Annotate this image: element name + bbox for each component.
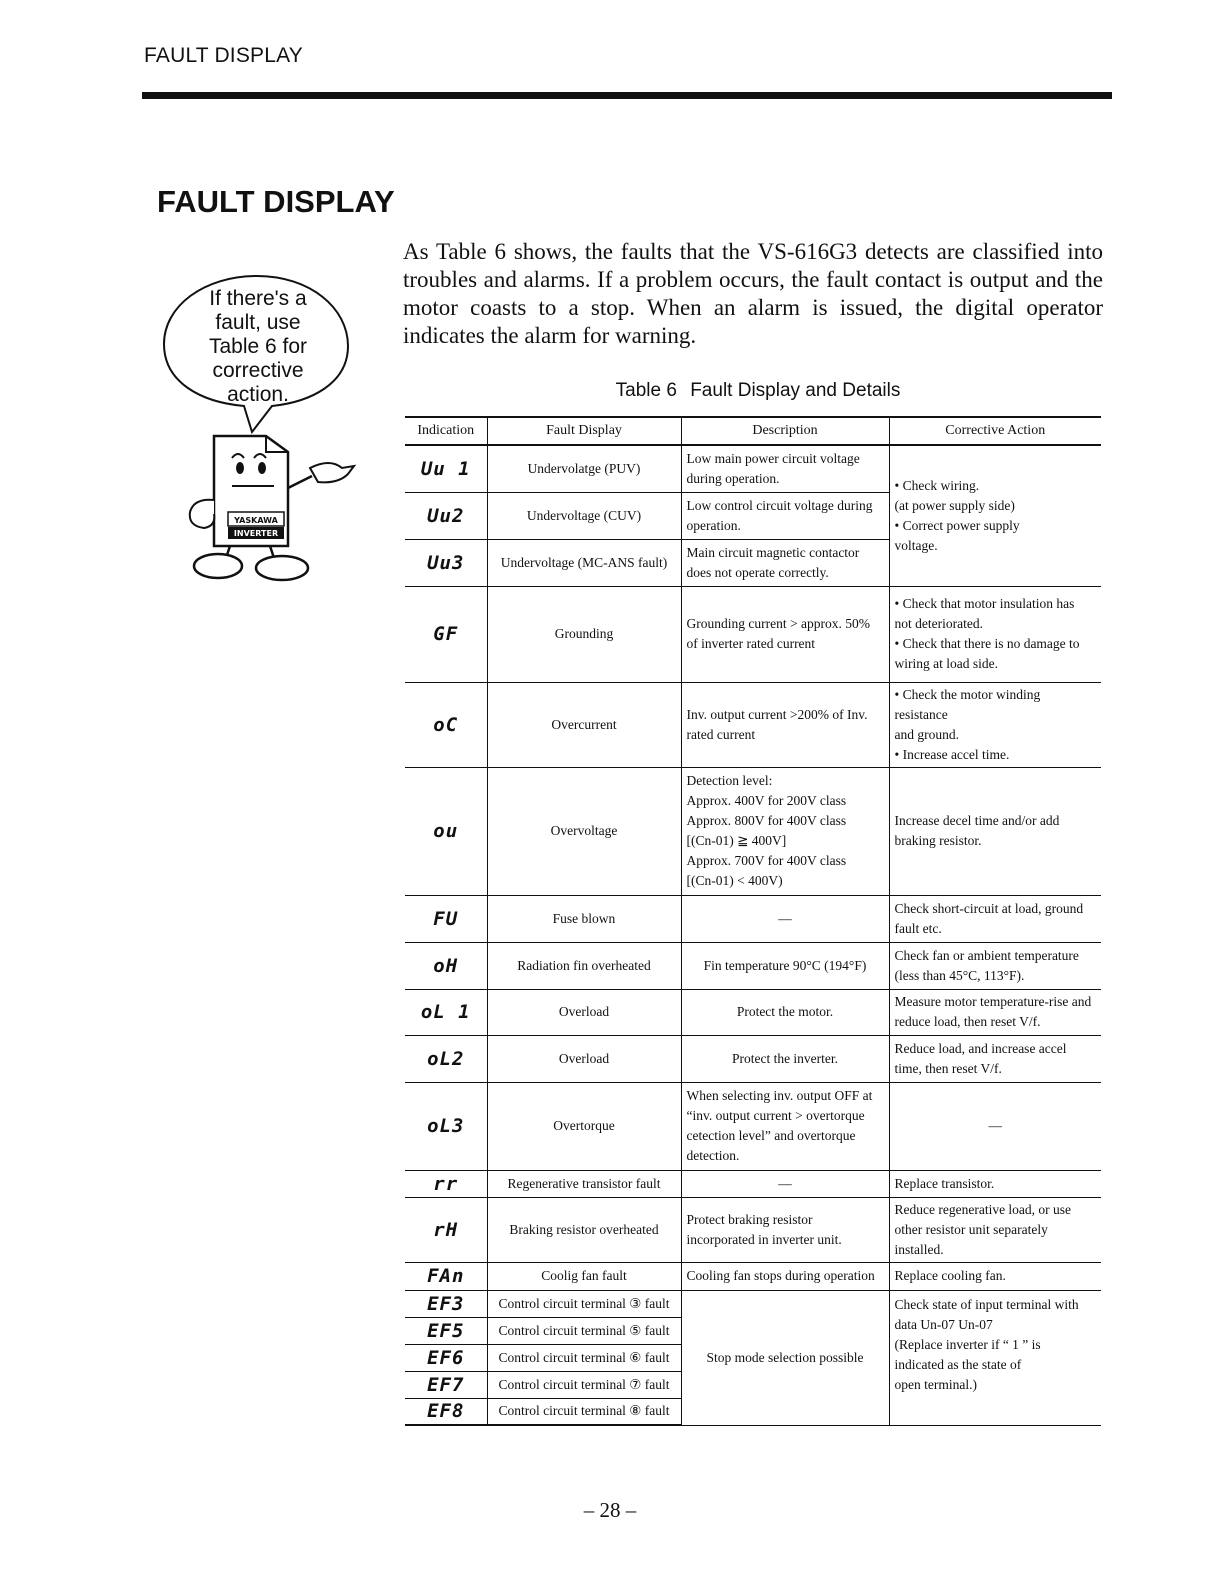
fault-display-cell: Coolig fan fault xyxy=(487,1262,681,1290)
fault-display-cell: Control circuit terminal ⑦ fault xyxy=(487,1371,681,1398)
indication-cell: EF3 xyxy=(405,1290,487,1317)
fault-display-cell: Control circuit terminal ⑥ fault xyxy=(487,1344,681,1371)
table-row xyxy=(405,942,1101,989)
fault-display-cell: Radiation fin overheated xyxy=(487,942,681,989)
description-cell: Low control circuit voltage during operation. xyxy=(681,492,889,539)
indication-cell: EF8 xyxy=(405,1398,487,1425)
description-cell: Protect the inverter. xyxy=(681,1035,889,1082)
indication-cell: Uu 1 xyxy=(405,445,487,492)
table-row xyxy=(405,682,1101,767)
table-row xyxy=(405,895,1101,942)
corrective-action-cell: Check fan or ambient temperature (less than 45°C, 113°F). xyxy=(889,942,1101,989)
corrective-action-cell: Check short-circuit at load, ground fault etc. xyxy=(889,895,1101,942)
corrective-action-cell: Reduce load, and increase accel time, then reset V/f. xyxy=(889,1035,1101,1082)
table-row xyxy=(405,989,1101,1035)
fault-display-cell: Overload xyxy=(487,1035,681,1082)
indication-cell: rr xyxy=(405,1170,487,1197)
fault-display-cell: Braking resistor overheated xyxy=(487,1197,681,1262)
table-row xyxy=(405,1290,1101,1317)
header-description: Description xyxy=(681,417,889,445)
corrective-action-cell: Replace cooling fan. xyxy=(889,1262,1101,1290)
table-header-row xyxy=(405,417,1101,445)
fault-display-cell: Undervoltage (CUV) xyxy=(487,492,681,539)
indication-cell: oL2 xyxy=(405,1035,487,1082)
indication-cell: Uu3 xyxy=(405,539,487,586)
corrective-action-cell: Measure motor temperature-rise and reduce load, then reset V/f. xyxy=(889,989,1101,1035)
page-number: – 28 – xyxy=(583,1498,637,1522)
indication-cell: Uu2 xyxy=(405,492,487,539)
description-cell: Low main power circuit voltage during operation. xyxy=(681,445,889,492)
description-cell: Protect braking resistor incorporated in inverter unit. xyxy=(681,1197,889,1262)
indication-cell: oC xyxy=(405,682,487,767)
table-row xyxy=(405,1035,1101,1082)
fault-display-cell: Control circuit terminal ③ fault xyxy=(487,1290,681,1317)
mascot-label-inverter: INVERTER xyxy=(233,529,279,538)
description-cell: — xyxy=(681,1170,889,1197)
speech-bubble xyxy=(160,272,350,434)
indication-cell: oL3 xyxy=(405,1082,487,1170)
indication-cell: EF6 xyxy=(405,1344,487,1371)
header-fault-display: Fault Display xyxy=(487,417,681,445)
description-cell: When selecting inv. output OFF at “inv. output current > overtorque cetection level” and overtorque detection. xyxy=(681,1082,889,1170)
fault-table xyxy=(405,416,1101,1426)
corrective-action-cell: Increase decel time and/or add braking resistor. xyxy=(889,767,1101,895)
indication-cell: oH xyxy=(405,942,487,989)
table-row xyxy=(405,1082,1101,1170)
section-title: FAULT DISPLAY xyxy=(157,184,395,219)
corrective-action-cell: — xyxy=(889,1082,1101,1170)
fault-display-cell: Undervolatge (PUV) xyxy=(487,445,681,492)
corrective-action-cell: • Check that motor insulation has not deteriorated. • Check that there is no damage to wiring at load side. xyxy=(889,586,1101,682)
indication-cell: FAn xyxy=(405,1262,487,1290)
description-cell: Stop mode selection possible xyxy=(681,1290,889,1425)
description-cell: Main circuit magnetic contactor does not operate correctly. xyxy=(681,539,889,586)
fault-display-cell: Grounding xyxy=(487,586,681,682)
indication-cell: GF xyxy=(405,586,487,682)
description-cell: — xyxy=(681,895,889,942)
table-row xyxy=(405,445,1101,492)
table-caption-number: Table 6 xyxy=(615,380,677,401)
description-cell: Grounding current > approx. 50% of inverter rated current xyxy=(681,586,889,682)
intro-paragraph: As Table 6 shows, the faults that the VS-616G3 detects are classified into troubles and alarms. If a problem occurs, the fault contact is output and the motor coasts to a stop. When an alarm is issued, the digital operator indicates the alarm for warning. xyxy=(403,239,1103,348)
indication-cell: rH xyxy=(405,1197,487,1262)
fault-display-cell: Control circuit terminal ⑤ fault xyxy=(487,1317,681,1344)
fault-display-cell: Undervoltage (MC-ANS fault) xyxy=(487,539,681,586)
description-cell: Protect the motor. xyxy=(681,989,889,1035)
running-header: FAULT DISPLAY xyxy=(144,44,303,67)
header-corrective-action: Corrective Action xyxy=(889,417,1101,445)
indication-cell: oL 1 xyxy=(405,989,487,1035)
description-cell: Detection level: Approx. 400V for 200V class Approx. 800V for 400V class [(Cn-01) ≧ 400V] Approx. 700V for 400V class [(Cn-01) < 400V) xyxy=(681,767,889,895)
callout-text: If there's a fault, use Table 6 for corrective action. xyxy=(208,287,308,406)
header-rule xyxy=(142,92,1112,99)
corrective-action-cell: • Check the motor winding resistance and ground. • Increase accel time. xyxy=(889,682,1101,767)
inverter-mascot-illustration xyxy=(170,428,370,588)
indication-cell: EF7 xyxy=(405,1371,487,1398)
description-cell: Inv. output current >200% of Inv. rated current xyxy=(681,682,889,767)
fault-display-cell: Fuse blown xyxy=(487,895,681,942)
fault-display-cell: Regenerative transistor fault xyxy=(487,1170,681,1197)
fault-display-cell: Overvoltage xyxy=(487,767,681,895)
indication-cell: FU xyxy=(405,895,487,942)
fault-display-cell: Overcurrent xyxy=(487,682,681,767)
table-row xyxy=(405,1170,1101,1197)
indication-cell: ou xyxy=(405,767,487,895)
header-indication: Indication xyxy=(405,417,487,445)
table-caption-title: Fault Display and Details xyxy=(690,380,901,401)
description-cell: Fin temperature 90°C (194°F) xyxy=(681,942,889,989)
fault-display-cell: Overload xyxy=(487,989,681,1035)
table-row xyxy=(405,767,1101,895)
indication-cell: EF5 xyxy=(405,1317,487,1344)
table-row xyxy=(405,586,1101,682)
corrective-action-cell: Reduce regenerative load, or use other resistor unit separately installed. xyxy=(889,1197,1101,1262)
mascot-label-yaskawa: YASKAWA xyxy=(234,516,278,525)
corrective-action-cell: Check state of input terminal with data Un-07 Un-07 (Replace inverter if “ 1 ” is indicated as the state of open terminal.) xyxy=(889,1290,1101,1425)
table-row xyxy=(405,1262,1101,1290)
corrective-action-cell: • Check wiring. (at power supply side) • Correct power supply voltage. xyxy=(889,445,1101,586)
table-caption xyxy=(403,380,1113,402)
fault-display-cell: Overtorque xyxy=(487,1082,681,1170)
description-cell: Cooling fan stops during operation xyxy=(681,1262,889,1290)
fault-display-cell: Control circuit terminal ⑧ fault xyxy=(487,1398,681,1425)
table-row xyxy=(405,1197,1101,1262)
corrective-action-cell: Replace transistor. xyxy=(889,1170,1101,1197)
